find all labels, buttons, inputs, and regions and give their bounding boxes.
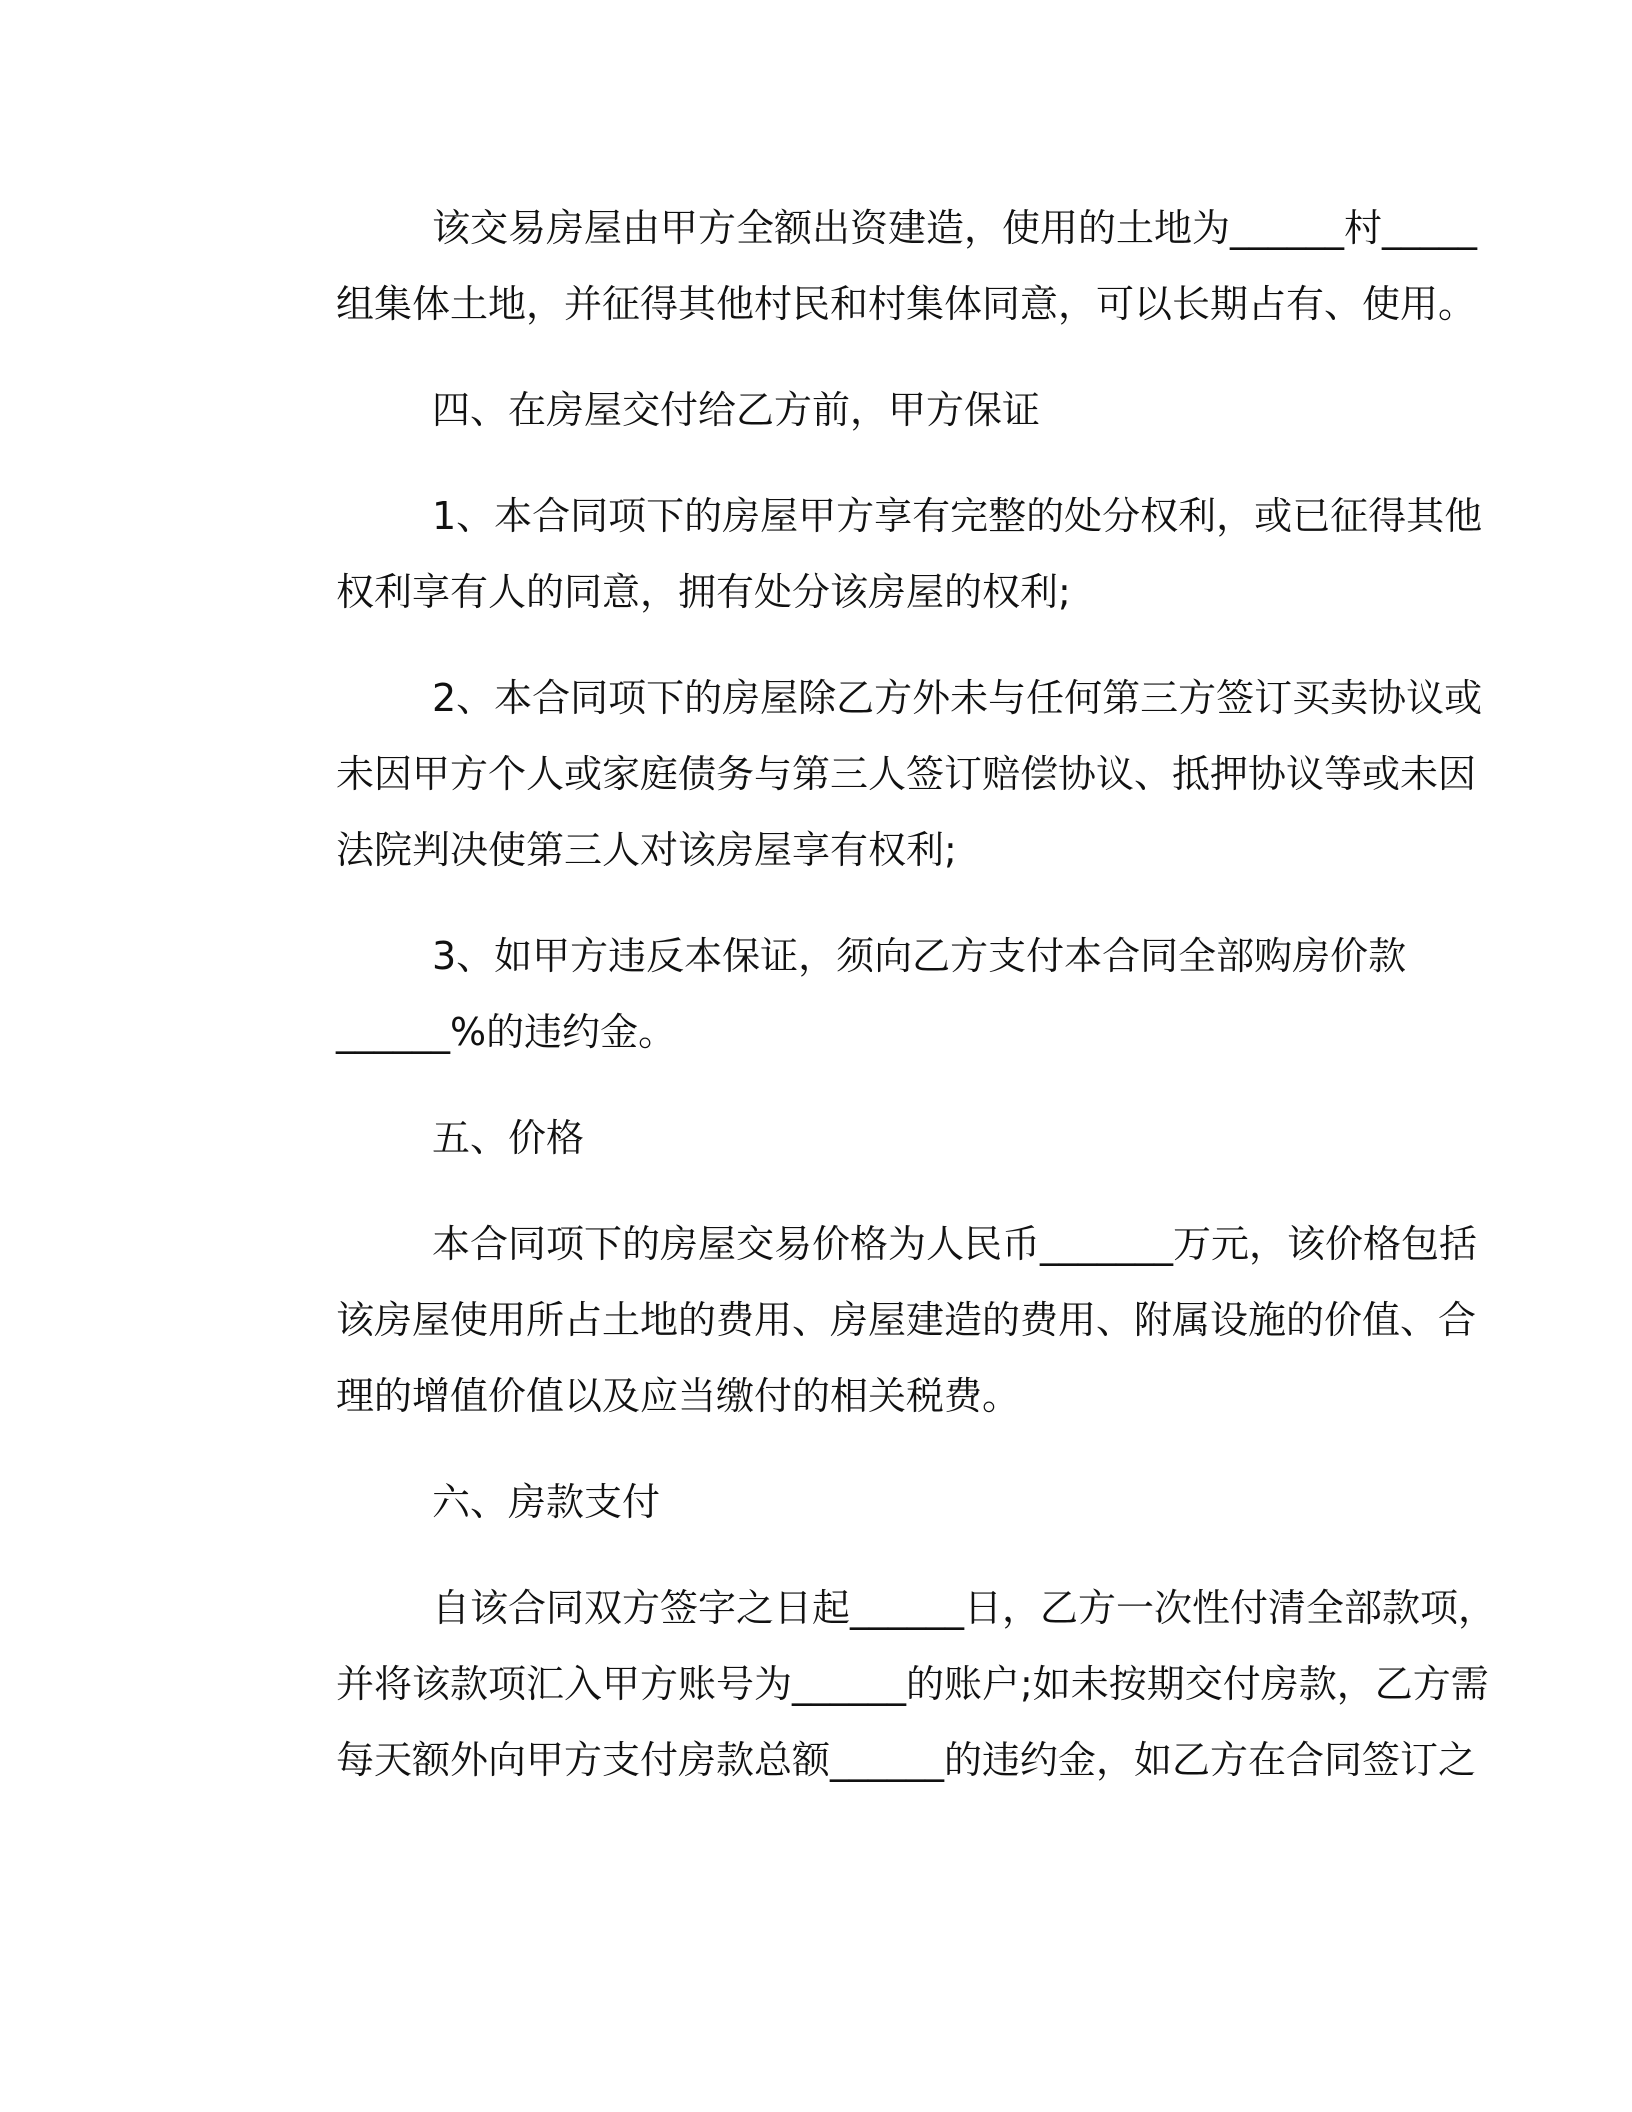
- section-heading-six: [240, 1464, 1390, 1540]
- text-line: 理的增值价值以及应当缴付的相关税费。: [336, 1374, 1021, 1418]
- text-line: 法院判决使第三人对该房屋享有权利;: [336, 828, 957, 872]
- paragraph-guarantee-2: [240, 660, 1483, 888]
- text-line: 本合同项下的房屋交易价格为人民币_______万元，该价格包括: [432, 1222, 1478, 1266]
- text-line: 未因甲方个人或家庭债务与第三人签订赔偿协议、抵押协议等或未因: [336, 752, 1477, 796]
- text-line: 组集体土地，并征得其他村民和村集体同意，可以长期占有、使用。: [336, 282, 1477, 326]
- paragraph-land-use: [240, 190, 1478, 342]
- heading-text: 五、价格: [432, 1116, 585, 1160]
- text-line: 并将该款项汇入甲方账号为______的账户;如未按期交付房款，乙方需: [336, 1662, 1489, 1706]
- paragraph-guarantee-3: [240, 918, 1407, 1070]
- heading-text: 四、在房屋交付给乙方前，甲方保证: [432, 388, 1041, 432]
- text-line: 该房屋使用所占土地的费用、房屋建造的费用、附属设施的价值、合: [336, 1298, 1477, 1342]
- text-line: 该交易房屋由甲方全额出资建造，使用的土地为______村_____: [432, 206, 1478, 250]
- text-line: 1、本合同项下的房屋甲方享有完整的处分权利，或已征得其他: [432, 494, 1483, 538]
- document-body: [240, 190, 1497, 1828]
- text-line: ______%的违约金。: [336, 1010, 677, 1054]
- paragraph-payment: [240, 1570, 1497, 1798]
- section-heading-five: [240, 1100, 1390, 1176]
- text-line: 每天额外向甲方支付房款总额______的违约金，如乙方在合同签订之: [336, 1738, 1477, 1782]
- section-heading-four: [240, 372, 1390, 448]
- text-line: 3、如甲方违反本保证，须向乙方支付本合同全部购房价款: [432, 934, 1407, 978]
- heading-text: 六、房款支付: [432, 1480, 661, 1524]
- text-line: 2、本合同项下的房屋除乙方外未与任何第三方签订买卖协议或: [432, 676, 1483, 720]
- paragraph-price: [240, 1206, 1478, 1434]
- paragraph-guarantee-1: [240, 478, 1483, 630]
- text-line: 权利享有人的同意，拥有处分该房屋的权利;: [336, 570, 1071, 614]
- text-line: 自该合同双方签字之日起______日，乙方一次性付清全部款项，: [432, 1586, 1497, 1630]
